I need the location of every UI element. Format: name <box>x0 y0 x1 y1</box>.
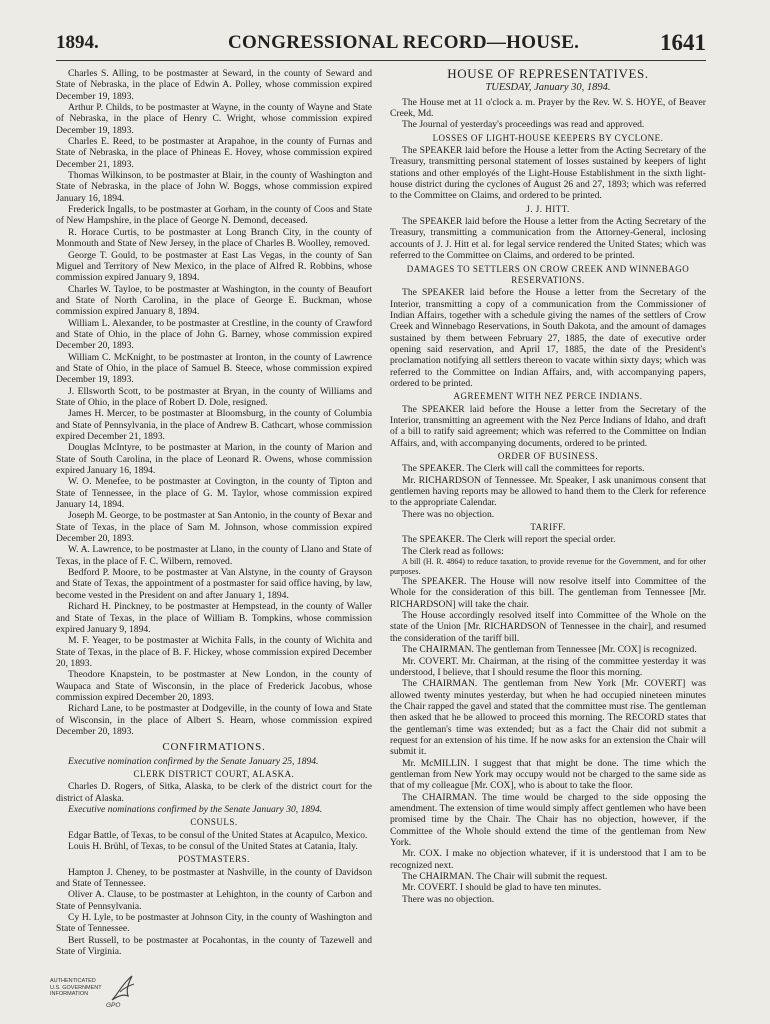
nomination-item: J. Ellsworth Scott, to be postmaster at Bryan, in the county of Williams and State of Ohio, in the place of Robert D. Dole, resigned. <box>56 385 372 408</box>
postmaster-item: Bert Russell, to be postmaster at Pocahontas, in the county of Tazewell and State of Virginia. <box>56 934 372 958</box>
hitt-heading: J. J. HITT. <box>526 203 570 214</box>
header-page-number: 1641 <box>660 30 706 55</box>
paragraph: There was no objection. <box>402 893 495 905</box>
nomination-item: Bedford P. Moore, to be postmaster at Van Alstyne, in the county of Grayson and State of Texas, the appointment of a postmaster for said office having, by law, become vested in the President on and after January 1, 1894. <box>56 567 372 601</box>
confirmation-note-2: Executive nominations confirmed by the Senate January 30, 1894. <box>68 804 323 815</box>
tariff-heading: TARIFF. <box>530 522 566 533</box>
paragraph: The CHAIRMAN. The time would be charged to the side opposing the amendment. The extension of time would simply affect gentlemen who have been promised time by the Chair. The Chair has no objection, however, if the Committee of the Whole should extend the time of the gentleman from New York. <box>390 791 706 848</box>
paragraph: The CHAIRMAN. The Chair will submit the request. <box>402 871 608 883</box>
bill-title: A bill (H. R. 4864) to reduce taxation, to provide revenue for the Government, and for other purposes. <box>390 557 706 576</box>
paragraph: The Journal of yesterday's proceedings was read and approved. <box>402 119 645 131</box>
postmaster-item: Hampton J. Cheney, to be postmaster at Nashville, in the county of Davidson and State of Tennessee. <box>56 866 372 890</box>
header-rule <box>56 60 706 61</box>
gpo-authentication-seal <box>50 972 150 1012</box>
eagle-icon <box>108 972 138 1006</box>
nomination-item: Frederick Ingalls, to be postmaster at Gorham, in the county of Coos and State of New Hampshire, in the place of George N. Demond, deceased. <box>56 204 372 227</box>
paragraph: Mr. McMILLIN. I suggest that that might be done. The time which the gentleman from New York may occupy would not be charged to the same side as that of my colleague [Mr. COX], who is about to take the floor. <box>390 757 706 792</box>
nominations-list <box>56 68 372 737</box>
header-year: 1894. <box>56 32 99 53</box>
confirmations-heading: CONFIRMATIONS. <box>162 741 266 754</box>
gpo-line: AUTHENTICATED <box>50 978 96 984</box>
postmasters-heading: POSTMASTERS. <box>178 854 250 865</box>
gpo-line: U.S. GOVERNMENT <box>50 984 102 991</box>
consul-item: Louis H. Brühl, of Texas, to be consul of the United States at Catania, Italy. <box>68 841 358 853</box>
paragraph: The SPEAKER. The Clerk will report the special order. <box>402 534 616 546</box>
lighthouse-heading: LOSSES OF LIGHT-HOUSE KEEPERS BY CYCLONE. <box>432 132 664 143</box>
session-date: TUESDAY, January 30, 1894. <box>485 82 611 94</box>
postmaster-item: Cy H. Lyle, to be postmaster at Johnson City, in the county of Washington and State of Tennessee. <box>56 912 372 935</box>
page-header <box>56 30 706 58</box>
damages-heading: DAMAGES TO SETTLERS ON CROW CREEK AND WINNEBAGO RESERVATIONS. <box>406 263 690 285</box>
nomination-item: Theodore Knapstein, to be postmaster at New London, in the county of Waupaca and State of Wisconsin, in the place of Frederick Jacobus, whose commission expired December 20, 1893. <box>56 669 372 703</box>
nomination-item: Charles E. Reed, to be postmaster at Arapahoe, in the county of Furnas and State of Nebraska, in the place of Phineas E. Hovey, whose commission expired December 21, 1893. <box>56 136 372 170</box>
left-column <box>56 68 372 957</box>
nomination-item: Arthur P. Childs, to be postmaster at Wayne, in the county of Wayne and State of Nebraska, in the place of Henry C. Wright, whose commission expired December 19, 1893. <box>56 102 372 136</box>
gpo-abbreviation: GPO <box>106 1002 121 1009</box>
paragraph: The Clerk read as follows: <box>402 545 504 557</box>
nomination-item: George T. Gould, to be postmaster at East Las Vegas, in the county of San Miguel and Territory of New Mexico, in the place of Alfred R. Robbins, whose commission expired January 9, 1894. <box>56 249 372 284</box>
paragraph: Mr. COVERT. Mr. Chairman, at the rising of the committee yesterday it was understood, I believe, that I should resume the floor this morning. <box>390 655 706 678</box>
nez-perce-heading: AGREEMENT WITH NEZ PERCE INDIANS. <box>453 391 643 402</box>
consuls-heading: CONSULS. <box>190 817 238 828</box>
order-heading: ORDER OF BUSINESS. <box>497 451 599 461</box>
paragraph: The House met at 11 o'clock a. m. Prayer by the Rev. W. S. HOYE, of Beaver Creek, Md. <box>390 96 706 120</box>
consul-item: Edgar Battle, of Texas, to be consul of the United States at Acapulco, Mexico. <box>68 829 368 841</box>
paragraph: Mr. COX. I make no objection whatever, if it is understood that I am to be recognized next. <box>390 848 706 871</box>
nomination-item: Thomas Wilkinson, to be postmaster at Blair, in the county of Washington and State of Nebraska, in the place of John W. Boggs, whose commission expired January 16, 1894. <box>56 170 372 204</box>
nomination-item: William L. Alexander, to be postmaster at Crestline, in the county of Crawford and State of Ohio, in the place of John G. Barney, whose commission expired December 20, 1893. <box>56 317 372 352</box>
house-heading: HOUSE OF REPRESENTATIVES. <box>447 66 649 81</box>
nomination-item: R. Horace Curtis, to be postmaster at Long Branch City, in the county of Monmouth and State of New Jersey, in the place of Charles B. Woolley, removed. <box>56 226 372 250</box>
nomination-item: Richard Lane, to be postmaster at Dodgeville, in the county of Iowa and State of Wisconsin, in the place of Albert S. Hearn, whose commission expired December 20, 1893. <box>56 703 372 737</box>
paragraph: There was no objection. <box>402 508 495 520</box>
paragraph: The SPEAKER. The Clerk will call the committees for reports. <box>402 463 645 475</box>
paragraph: The SPEAKER laid before the House a letter from the Secretary of the Interior, transmitting a copy of a communication from the Commissioner of Indian Affairs, together with a schedule giving the names of the settlers of Crow Creek and Winnebago Reservations, in South Dakota, and the amount of damages sustained by them between February 27, 1885, the date of executive order opening said reservation, and April 17, 1885, the date of the President's proclamation notifying all settlers thereon to vacate within sixty days; which was referred to the Committee on Indian Affairs, and, with accompanying papers, ordered to be printed. <box>390 287 706 389</box>
paragraph: The SPEAKER laid before the House a letter from the Secretary of the Interior, transmitting an agreement with the Nez Perce Indians of Idaho, and draft of a bill to ratify said agreement; which was referred to the Committee on Indian Affairs, and, with accompanying documents, ordered to be printed. <box>390 403 706 449</box>
paragraph: Mr. RICHARDSON of Tennessee. Mr. Speaker, I ask unanimous consent that gentlemen having reports may be allowed to hand them to the Clerk for reference to the appropriate Calendar. <box>390 474 706 509</box>
paragraph: The CHAIRMAN. The gentleman from New York [Mr. COVERT] was allowed twenty minutes yesterday, but when he had occupied nineteen minutes the Chair rapped the gavel and stated that the committee must rise. The gentleman then asked that he be allowed to proceed this morning. The RECORD states that the gentleman's time was extended; but as a fact the Chair did not submit a request for an extension of his time. If he now asks for an extension the Chair will submit it. <box>390 678 706 758</box>
paragraph: The CHAIRMAN. The gentleman from Tennessee [Mr. COX] is recognized. <box>402 644 697 656</box>
paragraph: The House accordingly resolved itself into Committee of the Whole on the state of the Union [Mr. RICHARDSON of Tennessee in the chair], and resumed the consideration of the tariff bill. <box>390 610 706 644</box>
nomination-item: William C. McKnight, to be postmaster at Ironton, in the county of Lawrence and State of Ohio, in the place of Samuel B. Steece, whose commission expired December 19, 1893. <box>56 351 372 386</box>
nomination-item: W. A. Lawrence, to be postmaster at Llano, in the county of Llano and State of Texas, in the place of F. C. Wilbern, removed. <box>56 544 372 567</box>
paragraph: The SPEAKER. The House will now resolve itself into Committee of the Whole for the consideration of this bill. The gentleman from Tennessee [Mr. RICHARDSON] will take the chair. <box>390 576 706 610</box>
gpo-line: INFORMATION <box>50 991 89 997</box>
header-title: CONGRESSIONAL RECORD—HOUSE. <box>228 32 580 53</box>
nomination-item: Charles S. Alling, to be postmaster at Seward, in the county of Seward and State of Nebraska, in the place of Edwin A. Polley, whose commission expired December 19, 1893. <box>56 68 372 102</box>
paragraph: The SPEAKER laid before the House a letter from the Acting Secretary of the Treasury, transmitting personal statement of losses sustained by keepers of light stations and other employés of the Light-House Establishment in the sixth light-house district during the cyclones of August 26 and 27, 1893; which was referred to the Committee on Claims, and ordered to be printed. <box>390 145 706 202</box>
nomination-item: Douglas McIntyre, to be postmaster at Marion, in the county of Marion and State of South Carolina, in the place of Leonard R. Owens, whose commission expired January 16, 1894. <box>56 442 372 477</box>
confirmation-note-1: Executive nomination confirmed by the Senate January 25, 1894. <box>68 755 319 767</box>
nomination-item: Charles W. Tayloe, to be postmaster at Washington, in the county of Beaufort and State of North Carolina, in the place of George E. Buckman, whose commission expired January 8, 1894. <box>56 283 372 318</box>
nomination-item: Joseph M. George, to be postmaster at San Antonio, in the county of Bexar and State of Texas, in the place of Sam M. Johnson, whose commission expired December 20, 1893. <box>56 510 372 545</box>
nomination-item: James H. Mercer, to be postmaster at Bloomsburg, in the county of Columbia and State of Pennsylvania, in the place of Andrew B. Cathcart, whose commission expired December 21, 1893. <box>56 408 372 442</box>
right-column <box>390 68 706 905</box>
gpo-seal-text <box>50 978 102 998</box>
paragraph: Mr. COVERT. I should be glad to have ten minutes. <box>402 882 602 894</box>
nomination-item: M. F. Yeager, to be postmaster at Wichita Falls, in the county of Wichita and State of Texas, in the place of B. F. Hickey, whose commission expired December 20, 1893. <box>56 635 372 669</box>
clerk-paragraph: Charles D. Rogers, of Sitka, Alaska, to be clerk of the district court for the district of Alaska. <box>56 781 372 804</box>
nomination-item: Richard H. Pinckney, to be postmaster at Hempstead, in the county of Waller and State of Texas, in the place of William B. Tompkins, whose commission expired January 9, 1894. <box>56 601 372 635</box>
clerk-heading: CLERK DISTRICT COURT, ALASKA. <box>133 768 295 779</box>
paragraph: The SPEAKER laid before the House a letter from the Acting Secretary of the Treasury, transmitting a communication from the Attorney-General, inclosing accounts of J. J. Hitt et al. for legal service rendered the United States; which was referred to the Committee on Claims, and ordered to be printed. <box>390 216 706 262</box>
postmaster-item: Oliver A. Clause, to be postmaster at Lehighton, in the county of Carbon and State of Pennsylvania. <box>56 889 372 912</box>
nomination-item: W. O. Menefee, to be postmaster at Covington, in the county of Tipton and State of Tennessee, in the place of G. M. Taylor, whose commission expired January 14, 1894. <box>56 476 372 511</box>
